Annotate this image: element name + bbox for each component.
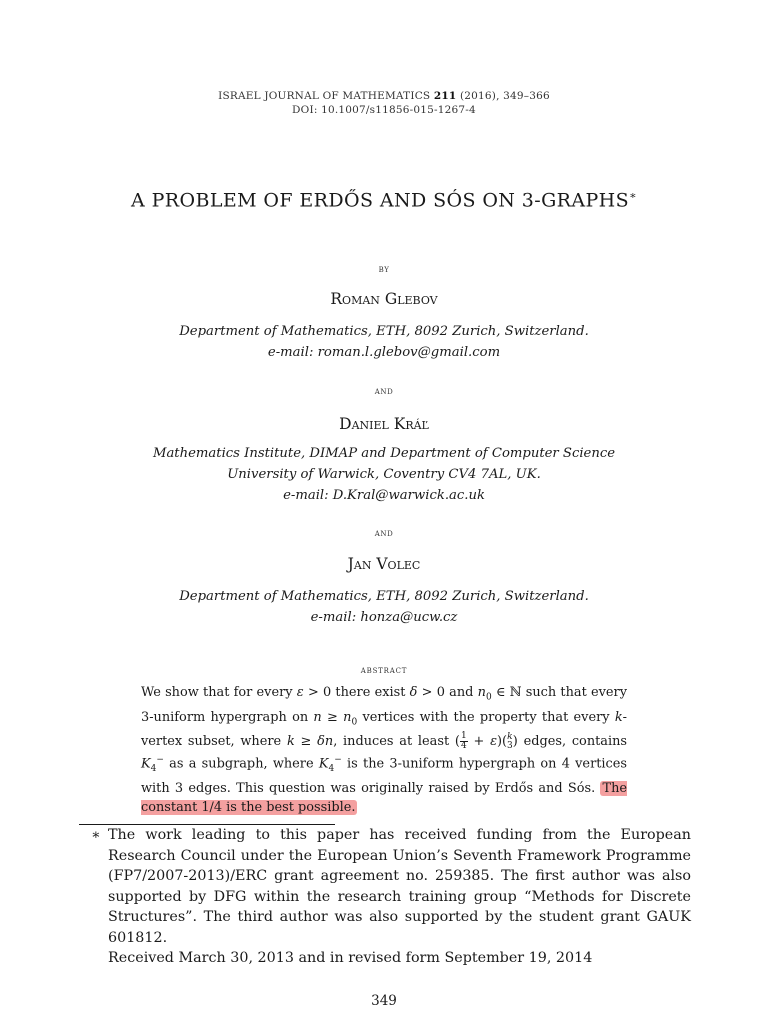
received-date: Received March 30, 2013 and in revised form September 19, 2014 bbox=[108, 950, 593, 966]
affiliation-line: University of Warwick, Coventry CV4 7AL, UK. bbox=[227, 467, 541, 482]
affiliation-line: Department of Mathematics, ETH, 8092 Zurich, Switzerland. bbox=[179, 324, 589, 339]
affiliation-line: Mathematics Institute, DIMAP and Department of Computer Science bbox=[152, 446, 616, 461]
journal-doi: DOI: 10.1007/s11856-015-1267-4 bbox=[292, 104, 476, 116]
journal-volume: 211 bbox=[433, 90, 457, 102]
by-label: by bbox=[378, 264, 390, 275]
footnote bbox=[91, 825, 691, 969]
journal-citation bbox=[0, 90, 768, 102]
footnote-mark: ∗ bbox=[91, 827, 101, 843]
author-affiliation bbox=[0, 321, 768, 363]
highlighted-sentence[interactable]: The constant 1/4 is the best possible. bbox=[141, 781, 627, 816]
and-label: and bbox=[374, 528, 394, 539]
author-email: e-mail: D.Kral@warwick.ac.uk bbox=[283, 488, 485, 503]
author-email: e-mail: honza@ucw.cz bbox=[310, 610, 458, 625]
binomial-k-choose-3: k 3 bbox=[507, 731, 513, 751]
title-footnote-mark: ∗ bbox=[629, 189, 637, 202]
paper-title-text: A PROBLEM OF ERDŐS AND SÓS ON 3-GRAPHS bbox=[131, 189, 630, 212]
page-number: 349 bbox=[371, 993, 397, 1009]
footnote-text: The work leading to this paper has received funding from the European Research Council under the European Union’s Seventh Framework Programme (FP7/2007-2013)/ERC grant agreement no. 259385. The first author was also supported by DFG within the research training group “Methods for Discrete Structures”. The third author was also supported by the student grant GAUK 601812. bbox=[108, 827, 691, 946]
journal-year-pages: (2016), 349–366 bbox=[459, 90, 550, 102]
author-affiliation bbox=[0, 586, 768, 628]
abstract-heading: abstract bbox=[360, 664, 408, 676]
author-email: e-mail: roman.l.glebov@gmail.com bbox=[267, 345, 501, 360]
journal-name: ISRAEL JOURNAL OF MATHEMATICS bbox=[218, 90, 431, 102]
author-name: Jan Volec bbox=[347, 555, 421, 573]
and-label: and bbox=[374, 386, 394, 397]
highlighted-sentence-text: The constant 1/4 is the best possible bbox=[141, 781, 627, 816]
author-name: Roman Glebov bbox=[330, 290, 438, 308]
abstract-body: We show that for every ε > 0 there exist δ > 0 and $n_0$ ∈ ℕ such that every 3-uniform hypergraph on $n \ge n_0$ vertices with the property that every k-vertex subset, where k ≥ δn, induces at least ( $\frac{1}{4}$ + ε)( k 3 ) edges, contains $K_4^-$ as a subgraph, where $K_4^-$ is the 3-uniform hypergraph on 4 vertices with 3 edges. This question was originally raised by Erdős and Sós. The constant 1/4 is the best possible. bbox=[141, 685, 628, 816]
fraction-one-quarter: $\frac{1}{4}$ bbox=[460, 731, 467, 752]
paper-title bbox=[0, 189, 768, 211]
author-name: Daniel Kráľ bbox=[339, 415, 429, 433]
affiliation-line: Department of Mathematics, ETH, 8092 Zurich, Switzerland. bbox=[179, 589, 589, 604]
author-affiliation bbox=[0, 443, 768, 506]
